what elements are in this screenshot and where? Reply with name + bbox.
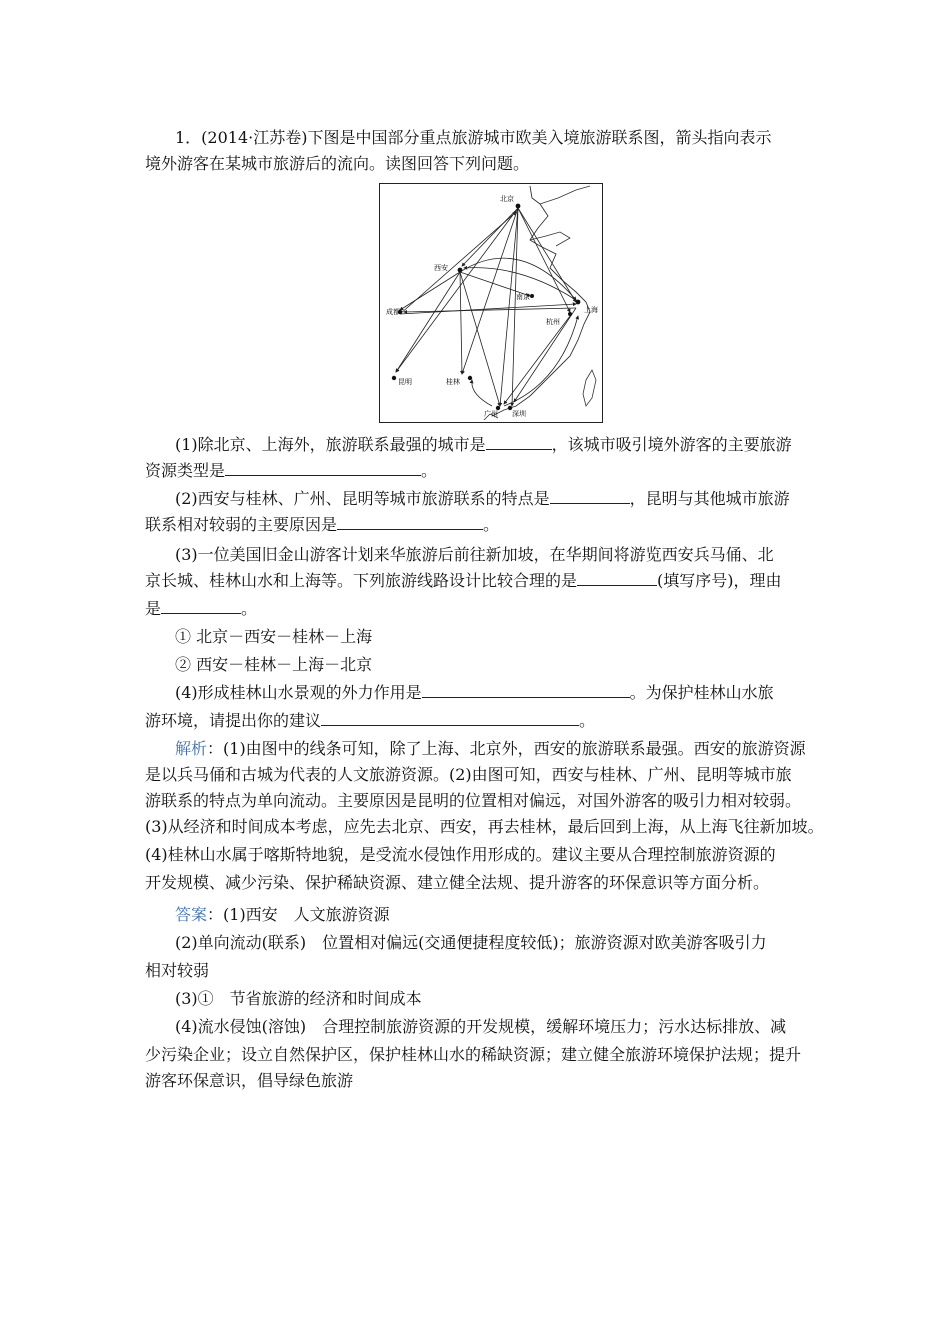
- q1-blank-city: [486, 435, 552, 450]
- analysis-line2: 是以兵马俑和古城为代表的人文旅游资源。(2)由图可知，西安与桂林、广州、昆明等城市旅: [145, 765, 792, 784]
- tourism-flow-map: [379, 183, 603, 423]
- q4-blank-suggestion: [321, 711, 579, 726]
- city-label-hangzhou: 杭州: [546, 318, 560, 326]
- city-dot-beijing: [516, 204, 521, 209]
- q1-line2: 资源类型是 。: [145, 461, 438, 480]
- city-dot-kunming: [392, 376, 396, 380]
- q3-line3: 是 。: [145, 599, 258, 618]
- question-stem-line2: 境外游客在某城市旅游后的流向。读图回答下列问题。: [145, 154, 530, 173]
- q1-blank-resource: [225, 461, 421, 476]
- option-2: ② 西安－桂林－上海－北京: [175, 655, 373, 674]
- analysis-line1: 解析：(1)由图中的线条可知，除了上海、北京外，西安的旅游联系最强。西安的旅游资源: [175, 739, 806, 758]
- answer-4-line2: 少污染企业；设立自然保护区，保护桂林山水的稀缺资源；建立健全旅游环境保护法规；提升: [145, 1045, 802, 1064]
- answer-2-line2: 相对较弱: [145, 961, 210, 980]
- q3-line2: 京长城、桂林山水和上海等。下列旅游线路设计比较合理的是 (填写序号)，理由: [145, 571, 782, 590]
- analysis-line5: (4)桂林山水属于喀斯特地貌，是受流水侵蚀作用形成的。建议主要从合理控制旅游资源的: [145, 845, 776, 864]
- city-dot-guilin: [468, 376, 472, 380]
- q3-line1: (3)一位美国旧金山游客计划来华旅游后前往新加坡，在华期间将游览西安兵马俑、北: [175, 545, 774, 564]
- q4-blank-force: [422, 683, 630, 698]
- answer-line1: 答案：(1)西安 人文旅游资源: [175, 905, 390, 924]
- question-stem-line1: 1．(2014·江苏卷)下图是中国部分重点旅游城市欧美入境旅游联系图，箭头指向表示: [175, 128, 772, 147]
- answer-4-line3: 游客环保意识，倡导绿色旅游: [145, 1071, 354, 1090]
- city-label-shenzhen: 深圳: [512, 410, 526, 418]
- q2-blank-reason: [337, 515, 483, 530]
- map-svg: [380, 184, 602, 422]
- city-dot-xian: [458, 268, 463, 273]
- taiwan: [583, 370, 596, 406]
- q3-blank-reason: [161, 599, 241, 614]
- city-dot-shanghai: [576, 300, 581, 305]
- q1-line1: (1)除北京、上海外，旅游联系最强的城市是 ，该城市吸引境外游客的主要旅游: [175, 435, 792, 454]
- city-dot-hangzhou: [568, 312, 572, 316]
- city-dot-nanjing: [530, 294, 534, 298]
- city-label-beijing: 北京: [500, 195, 514, 203]
- city-label-guilin: 桂林: [446, 378, 460, 386]
- q2-line2: 联系相对较弱的主要原因是 。: [145, 515, 500, 534]
- analysis-line4: (3)从经济和时间成本考虑，应先去北京、西安，再去桂林，最后回到上海，从上海飞往新加坡。: [145, 817, 824, 836]
- q2-blank-feature: [550, 489, 630, 504]
- city-label-kunming: 昆明: [398, 378, 412, 386]
- answer-3: (3)① 节省旅游的经济和时间成本: [175, 989, 422, 1008]
- city-label-nanjing: 南京: [516, 293, 530, 301]
- q4-line1: (4)形成桂林山水景观的外力作用是 。为保护桂林山水旅: [175, 683, 774, 702]
- peninsula: [540, 186, 590, 204]
- answer-label: 答案: [175, 905, 208, 924]
- q2-line1: (2)西安与桂林、广州、昆明等城市旅游联系的特点是 ，昆明与其他城市旅游: [175, 489, 790, 508]
- analysis-line6: 开发规模、减少污染、保护稀缺资源、建立健全法规、提升游客的环保意识等方面分析。: [145, 873, 770, 892]
- analysis-line3: 游联系的特点为单向流动。主要原因是昆明的位置相对偏远，对国外游客的吸引力相对较弱。: [145, 791, 802, 810]
- option-1: ① 北京－西安－桂林－上海: [175, 627, 373, 646]
- q4-line2: 游环境，请提出你的建议 。: [145, 711, 596, 730]
- city-label-guangzhou: 广州: [484, 410, 498, 418]
- analysis-label: 解析: [175, 739, 208, 758]
- q3-blank-route: [577, 571, 657, 586]
- city-label-chengdu: 成都: [386, 308, 400, 316]
- city-label-shanghai: 上海: [584, 306, 598, 314]
- city-label-xian: 西安: [434, 264, 448, 272]
- answer-2-line1: (2)单向流动(联系) 位置相对偏远(交通便捷程度较低)；旅游资源对欧美游客吸引力: [175, 933, 767, 952]
- answer-4-line1: (4)流水侵蚀(溶蚀) 合理控制旅游资源的开发规模，缓解环境压力；污水达标排放、减: [175, 1017, 787, 1036]
